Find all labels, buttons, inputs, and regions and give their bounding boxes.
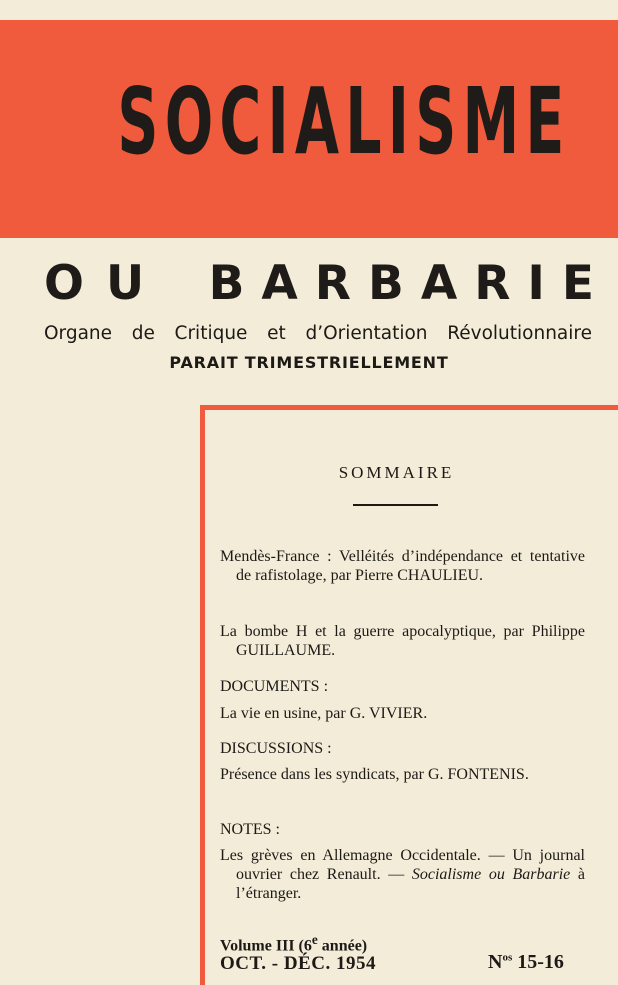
subtitle-letter: E — [561, 256, 594, 311]
toc-entry-text — [220, 846, 585, 903]
toc-section-documents: DOCUMENTS : — [220, 678, 329, 695]
toc-article — [220, 547, 585, 585]
toc-entry-text: La vie en usine, par G. VIVIER. — [220, 705, 428, 722]
tagline-word: Révolutionnaire — [447, 323, 592, 344]
subtitle-letter: B — [208, 256, 245, 311]
issue-date: OCT. - DÉC. 1954 — [220, 953, 376, 974]
toc-section-discussions: DISCUSSIONS : — [220, 740, 332, 757]
tagline-word: Critique — [174, 323, 248, 344]
contents-frame-top — [200, 405, 618, 410]
subtitle-letter: O — [44, 256, 84, 311]
notes-text-start: Les grèves en Allemagne Occidentale. — Un journal ouvrier chez Renault. — — [220, 847, 585, 883]
masthead-title: SOCIALISME — [117, 68, 571, 175]
subtitle-letter: A — [420, 256, 458, 311]
subtitle-letter: A — [261, 256, 298, 311]
toc-article — [220, 704, 585, 723]
subtitle-letter: I — [527, 256, 545, 311]
tagline — [44, 323, 592, 344]
toc-article — [220, 765, 585, 784]
toc-entry-text: Mendès-France : Velléités d’indépendance et tentative de rafistolage, par Pierre CHAULIEU. — [220, 548, 585, 584]
tagline-word: de — [131, 323, 155, 344]
contents-heading: SOMMAIRE — [338, 463, 455, 482]
contents-frame-left — [200, 405, 205, 985]
subtitle-letter: R — [314, 256, 351, 311]
tagline-word: d’Orientation — [305, 323, 428, 344]
contents-rule — [353, 504, 438, 506]
toc-section-notes: NOTES : — [220, 821, 280, 838]
volume-prefix: Volume III (6 — [220, 937, 312, 955]
volume-sup: e — [311, 932, 318, 947]
toc-article — [220, 622, 585, 660]
numbers-sup: os — [502, 951, 513, 964]
subtitle-letter: B — [367, 256, 404, 311]
subtitle-word-barbarie — [209, 258, 594, 310]
volume-suffix: année) — [317, 937, 368, 955]
notes-text-end: à l’étranger. — [236, 866, 585, 902]
issue-numbers — [488, 951, 564, 974]
toc-entry-text: Présence dans les syndicats, par G. FONTENIS. — [220, 766, 529, 783]
numbers-value: 15-16 — [512, 951, 564, 973]
toc-article — [220, 846, 585, 903]
publication-frequency: PARAIT TRIMESTRIELLEMENT — [169, 353, 449, 372]
toc-entry-text: La bombe H et la guerre apocalyptique, par Philippe GUILLAUME. — [220, 623, 585, 659]
subtitle-letter: U — [105, 256, 145, 311]
volume-info — [220, 932, 367, 955]
masthead-subtitle — [44, 258, 594, 310]
subtitle-letter: R — [474, 256, 511, 311]
tagline-word: Organe — [44, 323, 113, 344]
subtitle-word-ou — [44, 258, 144, 310]
numbers-prefix: N — [488, 951, 503, 973]
notes-journal-title: Socialisme ou Barbarie — [411, 866, 571, 883]
tagline-word: et — [267, 323, 286, 344]
